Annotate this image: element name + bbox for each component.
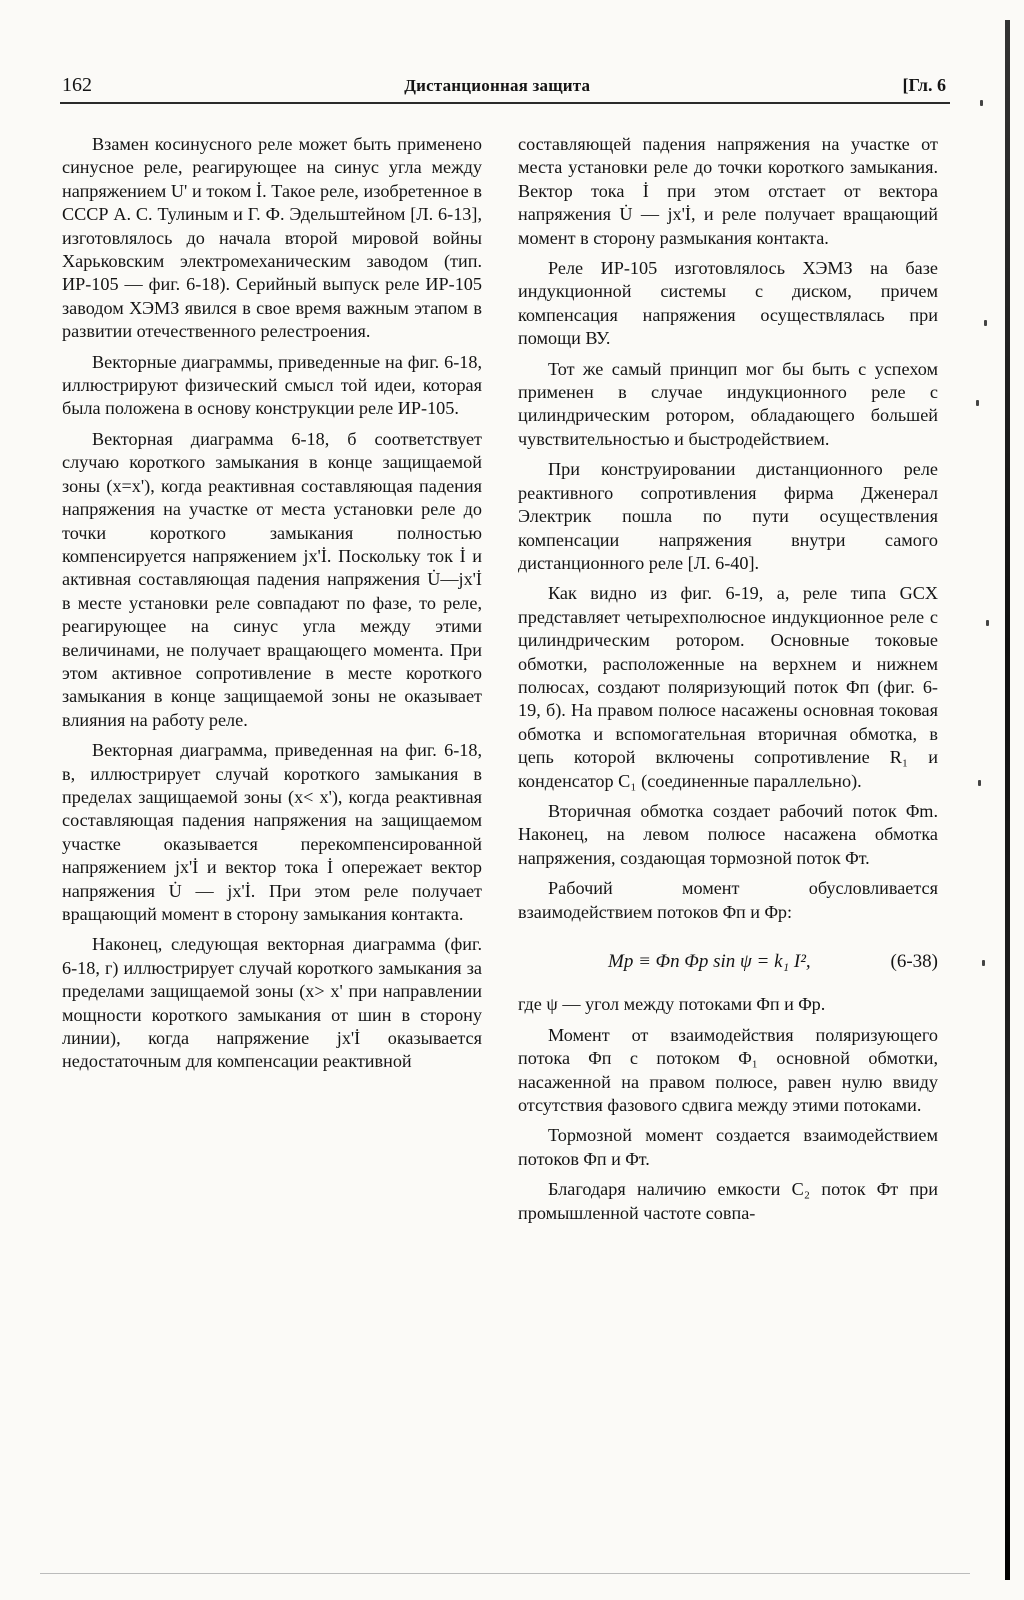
formula-number: (6-38) (890, 951, 938, 972)
paragraph: Вторичная обмотка создает рабочий поток Φm. Наконец, на левом полюсе насажена обмотка напряжения, создающая тормозной поток Φт. (518, 800, 938, 868)
right-column (518, 133, 938, 1232)
paragraph: При конструировании дистанционного реле реактивного сопротивления фирма Дженерал Электрик пошла по пути осуществления компенсации напряжения внутри самого дистанционного реле [Л. 6-40]. (518, 459, 938, 573)
paragraph: Благодаря наличию емкости C₂ поток Φт при промышленной частоте совпа- (518, 1179, 938, 1223)
paragraph: Взамен косинусного реле может быть применено синусное реле, реагирующее на синус угла между напряжением U' и током İ. Такое реле, изобретенное в СССР А. С. Тулиным и Г. Ф. Эдельштейном [Л. 6-13], изготовлялось до начала второй мировой войны Харьковским электромеханическим заводом (тип. ИР-105 — фиг. 6-18). Серийный выпуск реле ИР-105 заводом ХЭМЗ явился в свое время важным этапом в развитии отечественного релестроения. (62, 134, 482, 342)
running-title: Дистанционная защита (404, 76, 591, 95)
paragraph: составляющей падения напряжения на участке от места установки реле до точки короткого замыкания. Вектор тока İ при этом отстает от вектора напряжения U̇ — jx'İ, и реле получает вращающий момент в сторону размыкания контакта. (518, 134, 938, 248)
formula-6-38 (518, 950, 938, 973)
formula-expression: Mр ≡ Φп Φр sin ψ = k₁ I², (608, 951, 811, 972)
paragraph: Момент от взаимодействия поляризующего потока Φп с потоком Φ₁ основной обмотки, насаженной на правом полюсе, равен нулю ввиду отсутствия фазового сдвига между этими потоками. (518, 1024, 938, 1116)
chapter-label: [Гл. 6 (902, 75, 946, 95)
scan-edge-shadow (1005, 20, 1010, 1580)
page-number: 162 (62, 74, 92, 96)
header-rule (60, 102, 950, 104)
paragraph: Тормозной момент создается взаимодействием потоков Φп и Φт. (518, 1125, 938, 1169)
bottom-scan-line (40, 1573, 970, 1574)
paragraph: Векторная диаграмма 6-18, б соответствует случаю короткого замыкания в конце защищаемой зоны (x=x'), когда реактивная составляющая падения напряжения на участке от места установки реле до точки короткого замыкания полностью компенсируется напряжением jx'İ. Поскольку ток İ и активная составляющая падения напряжения U̇—jx'İ в месте установки реле совпадают по фазе, то реле, реагирующее на синус угла между этими величинами, не получает вращающего момента. При этом активное сопротивление в месте короткого замыкания в конце защищаемой зоны не оказывает влияния на работу реле. (62, 428, 482, 730)
paragraph: где ψ — угол между потоками Φп и Φр. (518, 994, 826, 1015)
page-header (62, 74, 946, 100)
paragraph: Наконец, следующая векторная диаграмма (фиг. 6-18, г) иллюстрирует случай короткого замыкания за пределами защищаемой зоны (x> x' при направлении мощности короткого замыкания от шин в сторону линии), когда напряжение jx'İ оказывается недостаточным для компенсации реактивной (62, 934, 482, 1072)
paragraph: Векторные диаграммы, приведенные на фиг. 6-18, иллюстрируют физический смысл той идеи, которая была положена в основу конструкции реле ИР-105. (62, 351, 482, 419)
paragraph: Векторная диаграмма, приведенная на фиг. 6-18, в, иллюстрирует случай короткого замыкания в пределах защищаемой зоны (x< x'), когда реактивная составляющая падения напряжения на защищаемом участке оказывается перекомпенсированной напряжением jx'İ и вектор тока İ опережает вектор напряжения U̇ — jx'İ. При этом реле получает вращающий момент в сторону замыкания контакта. (62, 740, 482, 924)
left-column (62, 133, 482, 1081)
paragraph: Как видно из фиг. 6-19, а, реле типа GCX представляет четырехполюсное индукционное реле с цилиндрическим ротором. Основные токовые обмотки, расположенные на верхнем и нижнем полюсах, создают поляризующий поток Φп (фиг. 6-19, б). На правом полюсе насажены основная токовая обмотка и вспомогательная вторичная обмотка, в цепь которой включены сопротивление R₁ и конденсатор C₁ (соединенные параллельно). (518, 583, 938, 791)
paragraph: Реле ИР-105 изготовлялось ХЭМЗ на базе индукционной системы с диском, причем компенсация напряжения осуществлялась при помощи ВУ. (518, 258, 938, 349)
paragraph: Тот же самый принцип мог бы быть с успехом применен в случае индукционного реле с цилиндрическим ротором, обладающего большей чувствительностью и быстродействием. (518, 358, 938, 449)
paragraph: Рабочий момент обусловливается взаимодействием потоков Φп и Φр: (518, 878, 938, 922)
scan-specks (972, 60, 996, 1560)
